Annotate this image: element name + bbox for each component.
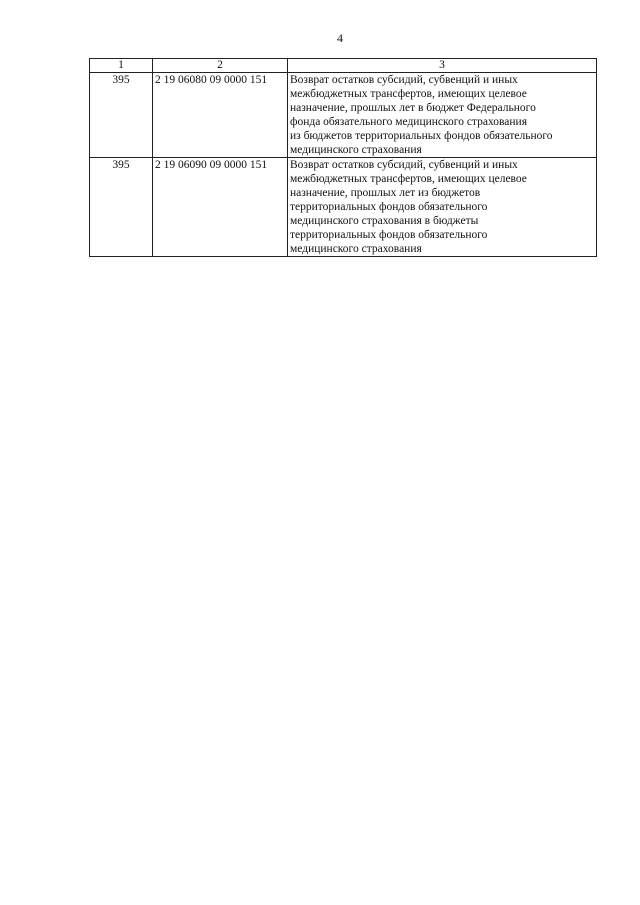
budget-classification-code-cell: 2 19 06090 09 0000 151 xyxy=(153,158,288,257)
budget-code-table xyxy=(89,58,597,257)
page-number: 4 xyxy=(337,31,343,45)
budget-classification-code-cell: 2 19 06080 09 0000 151 xyxy=(153,73,288,158)
description-line: из бюджетов территориальных фондов обязательного xyxy=(290,130,553,142)
column-header-1: 1 xyxy=(90,59,153,73)
table-row xyxy=(90,158,597,257)
admin-code-cell: 395 xyxy=(90,73,153,158)
description-line: Возврат остатков субсидий, субвенций и иных xyxy=(290,159,518,171)
description-line: медицинского страхования xyxy=(290,144,422,156)
description-line: медицинского страхования xyxy=(290,243,422,255)
description-cell xyxy=(288,158,597,257)
description-line: назначение, прошлых лет в бюджет Федерального xyxy=(290,102,536,114)
description-line: Возврат остатков субсидий, субвенций и иных xyxy=(290,74,518,86)
description-cell xyxy=(288,73,597,158)
description-line: территориальных фондов обязательного xyxy=(290,201,488,213)
table-header-row xyxy=(90,59,597,73)
admin-code-cell: 395 xyxy=(90,158,153,257)
column-header-3: 3 xyxy=(288,59,597,73)
description-line: межбюджетных трансфертов, имеющих целевое xyxy=(290,173,527,185)
table-row xyxy=(90,73,597,158)
description-line: межбюджетных трансфертов, имеющих целевое xyxy=(290,88,527,100)
description-line: территориальных фондов обязательного xyxy=(290,229,488,241)
column-header-2: 2 xyxy=(153,59,288,73)
description-line: назначение, прошлых лет из бюджетов xyxy=(290,187,481,199)
description-line: фонда обязательного медицинского страхования xyxy=(290,116,527,128)
description-line: медицинского страхования в бюджеты xyxy=(290,215,479,227)
